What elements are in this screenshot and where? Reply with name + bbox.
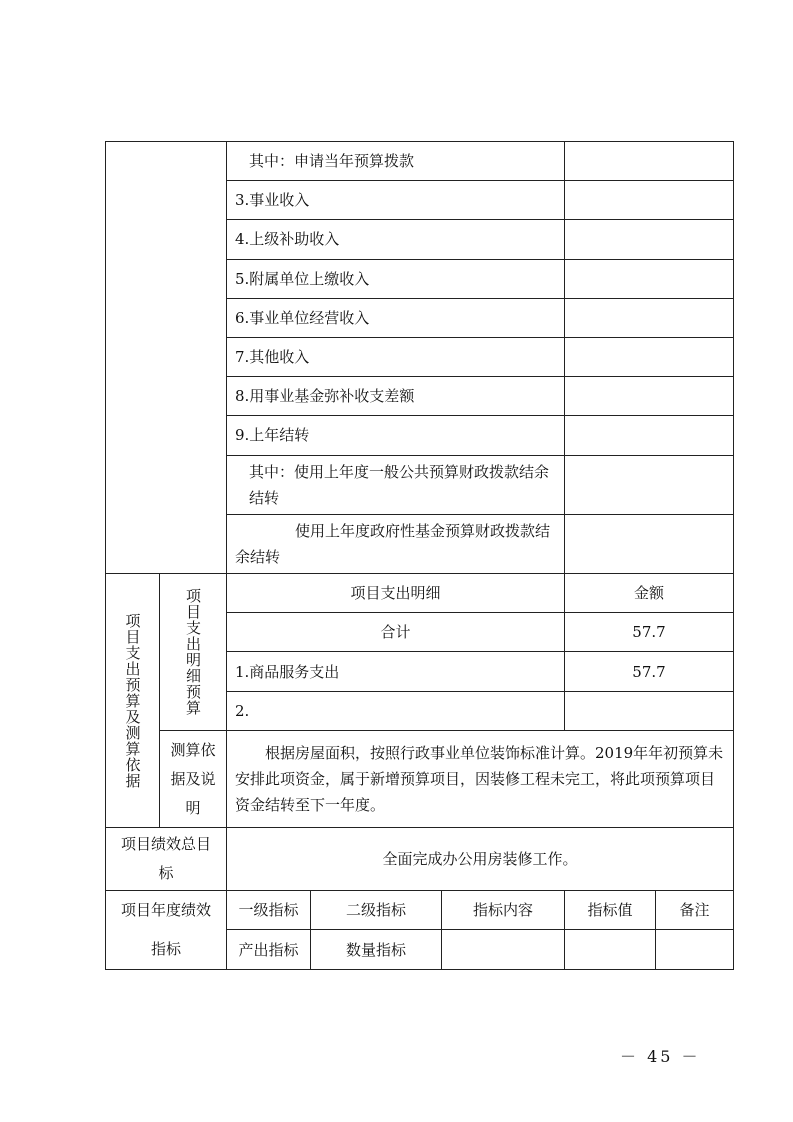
- income-row: 8.用事业基金弥补收支差额: [227, 377, 565, 416]
- annual-cell: 数量指标: [311, 930, 442, 970]
- detail-header: 项目支出明细: [227, 574, 565, 613]
- income-row: 7.其他收入: [227, 337, 565, 376]
- expense-row-value: [565, 691, 734, 730]
- basis-label: 测算依据及说明: [160, 730, 227, 827]
- total-label: 合计: [227, 613, 565, 652]
- detail-budget-label: [160, 574, 227, 731]
- income-row: 6.事业单位经营收入: [227, 298, 565, 337]
- income-value-cell: [565, 455, 734, 514]
- income-row: 4.上级补助收入: [227, 220, 565, 259]
- income-value-cell: [565, 142, 734, 181]
- income-value-cell: [565, 337, 734, 376]
- annual-cell: [656, 930, 734, 970]
- income-value-cell: [565, 298, 734, 337]
- income-value-cell: [565, 181, 734, 220]
- expenditure-section-label: [106, 574, 160, 828]
- amount-header: 金额: [565, 574, 734, 613]
- income-row: 其中：申请当年预算拨款: [227, 142, 565, 181]
- budget-table: [105, 141, 734, 970]
- income-row: 5.附属单位上缴收入: [227, 259, 565, 298]
- income-value-cell: [565, 416, 734, 455]
- basis-text: 根据房屋面积，按照行政事业单位装饰标准计算。2019年年初预算未安排此项资金，属于新增预算项目，因装修工程未完工，将此项预算项目资金结转至下一年度。: [227, 730, 734, 827]
- income-value-cell: [565, 514, 734, 573]
- total-value: 57.7: [565, 613, 734, 652]
- income-value-cell: [565, 377, 734, 416]
- blank-label-cell: [106, 142, 227, 574]
- expense-row-label: 1.商品服务支出: [227, 652, 565, 691]
- annual-cell: [442, 930, 565, 970]
- goal-label: 项目绩效总目标: [106, 828, 227, 890]
- income-row: 3.事业收入: [227, 181, 565, 220]
- expenditure-section-text: 项目支出预算及测算依据: [123, 612, 142, 789]
- expense-row-label: 2.: [227, 691, 565, 730]
- annual-header: 备注: [656, 890, 734, 930]
- income-row: 使用上年度政府性基金预算财政拨款结余结转: [227, 514, 565, 573]
- annual-cell: [565, 930, 656, 970]
- income-value-cell: [565, 259, 734, 298]
- page-number: － 45 －: [620, 1047, 701, 1066]
- annual-header: 二级指标: [311, 890, 442, 930]
- annual-header: 指标值: [565, 890, 656, 930]
- annual-header: 指标内容: [442, 890, 565, 930]
- expense-row-value: 57.7: [565, 652, 734, 691]
- income-row: 其中：使用上年度一般公共预算财政拨款结余结转: [227, 455, 565, 514]
- goal-text: 全面完成办公用房装修工作。: [227, 828, 734, 890]
- annual-header: 一级指标: [227, 890, 311, 930]
- annual-cell: 产出指标: [227, 930, 311, 970]
- income-row: 9.上年结转: [227, 416, 565, 455]
- detail-budget-text: 项目支出明细预算: [184, 587, 202, 716]
- annual-indicator-label: 项目年度绩效指标: [106, 890, 227, 969]
- income-value-cell: [565, 220, 734, 259]
